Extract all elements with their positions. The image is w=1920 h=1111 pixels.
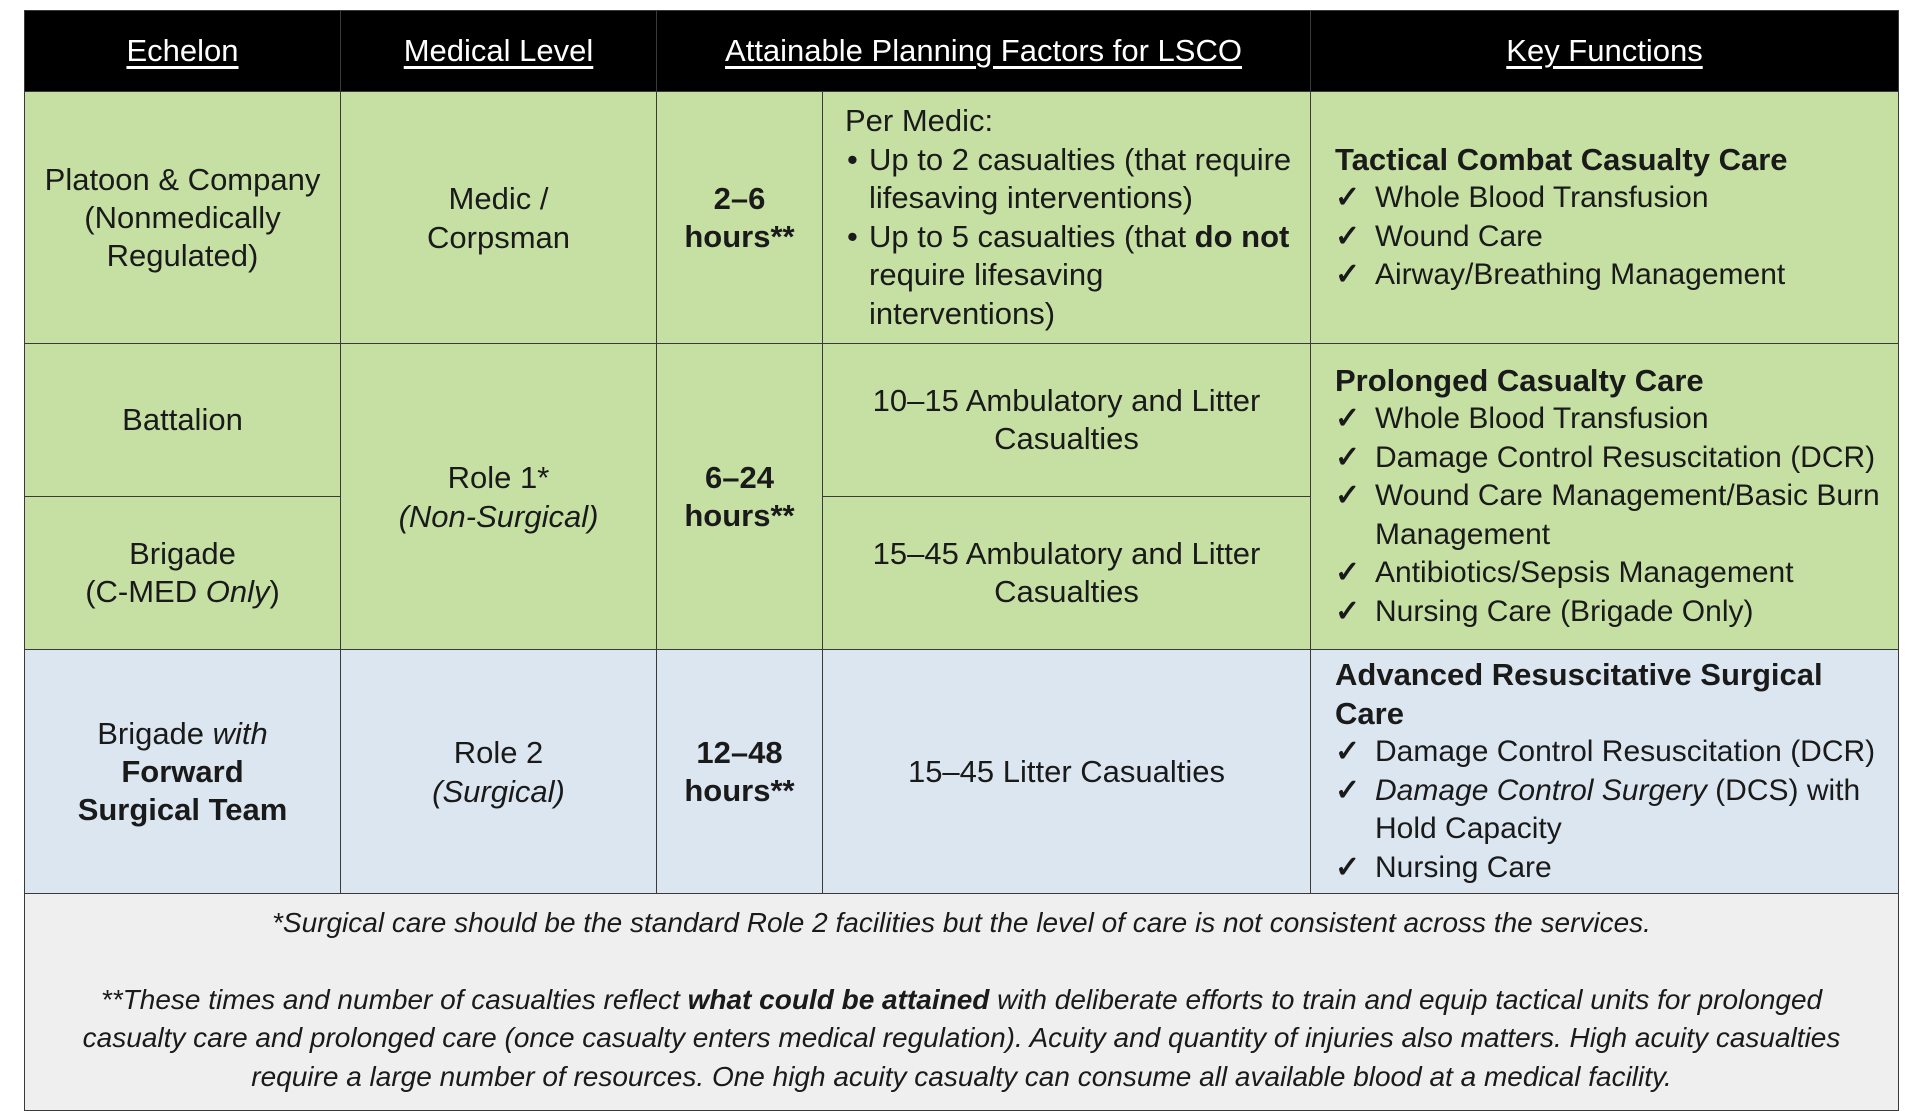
header-row: [25, 11, 1899, 92]
echelon-line: [25, 715, 340, 753]
key-function-text: Whole Blood Transfusion: [1375, 402, 1709, 436]
key-function-text: Damage Control Resuscitation (DCR): [1375, 735, 1876, 768]
key-function-text: Wound Care Management/Basic Burn Management: [1375, 479, 1880, 551]
echelon-note-part: ): [269, 574, 280, 609]
planning-cell-battalion: [823, 344, 1311, 497]
echelon-cell-battalion: [25, 344, 341, 497]
medical-level-cell-medic: [341, 92, 657, 344]
planning-cell-per-medic: [823, 92, 1311, 344]
key-function-text: Antibiotics/Sepsis Management: [1375, 556, 1794, 590]
header-echelon: Echelon: [25, 11, 341, 92]
medical-level-cell-role1: [341, 344, 657, 650]
hours-cell-platoon: [657, 92, 823, 344]
key-function-item: [1335, 439, 1888, 478]
key-function-item: [1335, 849, 1888, 888]
check-icon: ✓: [1335, 556, 1361, 590]
hours-unit: hours**: [684, 497, 795, 533]
check-icon: ✓: [1335, 402, 1361, 436]
check-icon: ✓: [1335, 258, 1361, 291]
bullet-text: [869, 218, 1296, 257]
key-function-item: [1335, 400, 1888, 439]
hours-range: 12–48: [696, 734, 783, 770]
key-function-item: [1335, 772, 1888, 849]
echelon-line: Brigade: [129, 536, 236, 571]
echelon-text-part: Brigade: [97, 715, 213, 751]
echelon-cell-platoon: [25, 92, 341, 344]
header-planning-factors: Attainable Planning Factors for LSCO: [657, 11, 1311, 92]
footnote-text-emphasis: what could be attained: [687, 983, 990, 1015]
table-row-battalion: [25, 344, 1899, 497]
key-functions-cell-pcc: [1311, 344, 1899, 650]
check-icon: ✓: [1335, 440, 1361, 474]
bullet-text-emphasis: do not: [1194, 218, 1290, 254]
key-function-item: [1335, 256, 1888, 295]
key-function-text: Airway/Breathing Management: [1375, 258, 1786, 291]
key-function-text: Nursing Care (Brigade Only): [1375, 594, 1754, 628]
key-function-title: Advanced Resuscitative Surgical Care: [1335, 657, 1823, 731]
bullet-text: lifesaving interventions): [869, 180, 1193, 215]
planning-line: 10–15 Ambulatory and Litter: [872, 383, 1261, 418]
echelon-text-emphasis: with: [212, 715, 268, 751]
table-row-platoon: [25, 92, 1899, 344]
echelon-line: Regulated): [106, 237, 259, 273]
echelon-line: [25, 573, 340, 611]
key-function-item: [1335, 179, 1888, 218]
hours-unit: hours**: [684, 218, 795, 254]
key-function-item: [1335, 218, 1888, 257]
echelon-line: (Nonmedically: [84, 199, 281, 235]
hours-range: 2–6: [713, 180, 766, 216]
planning-line: Casualties: [994, 421, 1139, 456]
key-function-item: [1335, 554, 1888, 593]
planning-line: Casualties: [994, 574, 1139, 609]
medical-level-line: Role 2: [453, 734, 544, 770]
medical-level-note: (Surgical): [432, 773, 565, 809]
table-row-brigade-fst: [25, 650, 1899, 894]
notes-row: [25, 894, 1899, 1111]
check-icon: ✓: [1335, 773, 1361, 807]
key-function-item: [1335, 733, 1888, 772]
key-function-text: Wound Care: [1375, 219, 1543, 253]
bullet-icon: •: [847, 218, 858, 254]
key-function-title: Prolonged Casualty Care: [1335, 362, 1704, 398]
header-medical-level: Medical Level: [341, 11, 657, 92]
echelon-line: Surgical Team: [77, 791, 288, 827]
check-icon: ✓: [1335, 594, 1361, 628]
check-icon: ✓: [1335, 735, 1361, 768]
echelon-line: Platoon & Company: [44, 161, 321, 197]
hours-cell-role1: [657, 344, 823, 650]
echelon-line: Battalion: [122, 402, 243, 437]
echelon-note-emphasis: Only: [205, 574, 270, 609]
key-function-text-emphasis: Damage Control Surgery: [1375, 773, 1707, 807]
key-function-item: [1335, 593, 1888, 632]
key-function-text: Damage Control Resuscitation (DCR): [1375, 440, 1876, 474]
check-icon: ✓: [1335, 181, 1361, 214]
hours-range: 6–24: [705, 459, 774, 495]
planning-line: 15–45 Litter Casualties: [907, 753, 1226, 789]
lsco-planning-table-figure: [24, 10, 1898, 1111]
planning-cell-brigade: [823, 497, 1311, 650]
footnote-spacer: [55, 943, 1868, 981]
key-function-title: Tactical Combat Casualty Care: [1335, 141, 1788, 177]
echelon-cell-brigade-fst: [25, 650, 341, 894]
check-icon: ✓: [1335, 219, 1361, 253]
echelon-note-part: (C-MED: [85, 574, 206, 609]
key-functions-cell-tccc: [1311, 92, 1899, 344]
bullet-icon: •: [847, 141, 858, 177]
header-key-functions: Key Functions: [1311, 11, 1899, 92]
footnotes: [25, 894, 1899, 1111]
key-functions-cell-arsc: [1311, 650, 1899, 894]
bullet-text: require lifesaving interventions): [869, 257, 1104, 331]
lsco-planning-table: [24, 10, 1899, 1111]
medical-level-line: Medic /: [448, 180, 549, 216]
footnote-surgical-care: *Surgical care should be the standard Role 2 facilities but the level of care is not consistent across the services.: [272, 907, 1651, 938]
per-medic-label: Per Medic:: [845, 103, 994, 138]
echelon-cell-brigade: [25, 497, 341, 650]
medical-level-cell-role2: [341, 650, 657, 894]
echelon-line: Forward: [121, 753, 244, 789]
key-function-item: [1335, 477, 1888, 554]
planning-cell-brigade-fst: [823, 650, 1311, 894]
footnote-text-part: with deliberate efforts to train and equip tactical units for prolonged casualty care and prolonged care (once casualty enters medical regulation). Acuity and quantity of injuries also matters. High acuity casualties require a large number of resources. One high acuity casualty can consume all available blood at a medical facility.: [82, 983, 1841, 1092]
medical-level-line: Corpsman: [427, 219, 570, 255]
medical-level-line: Role 1*: [447, 459, 550, 495]
bullet-item: [845, 141, 1296, 218]
hours-cell-role2: [657, 650, 823, 894]
check-icon: ✓: [1335, 850, 1361, 884]
key-function-text: Whole Blood Transfusion: [1375, 181, 1709, 214]
bullet-text-part: Up to 5 casualties (that: [869, 218, 1195, 254]
key-function-text: (DCS) with Hold Capacity: [1375, 773, 1861, 845]
footnote-text-part: **These times and number of casualties reflect: [100, 983, 688, 1015]
bullet-item: [845, 218, 1296, 334]
medical-level-note: (Non-Surgical): [398, 498, 599, 534]
check-icon: ✓: [1335, 479, 1361, 513]
key-function-text: Nursing Care: [1375, 850, 1552, 884]
bullet-text: Up to 2 casualties (that require: [869, 141, 1292, 177]
planning-line: 15–45 Ambulatory and Litter: [872, 536, 1261, 571]
hours-unit: hours**: [684, 772, 795, 808]
